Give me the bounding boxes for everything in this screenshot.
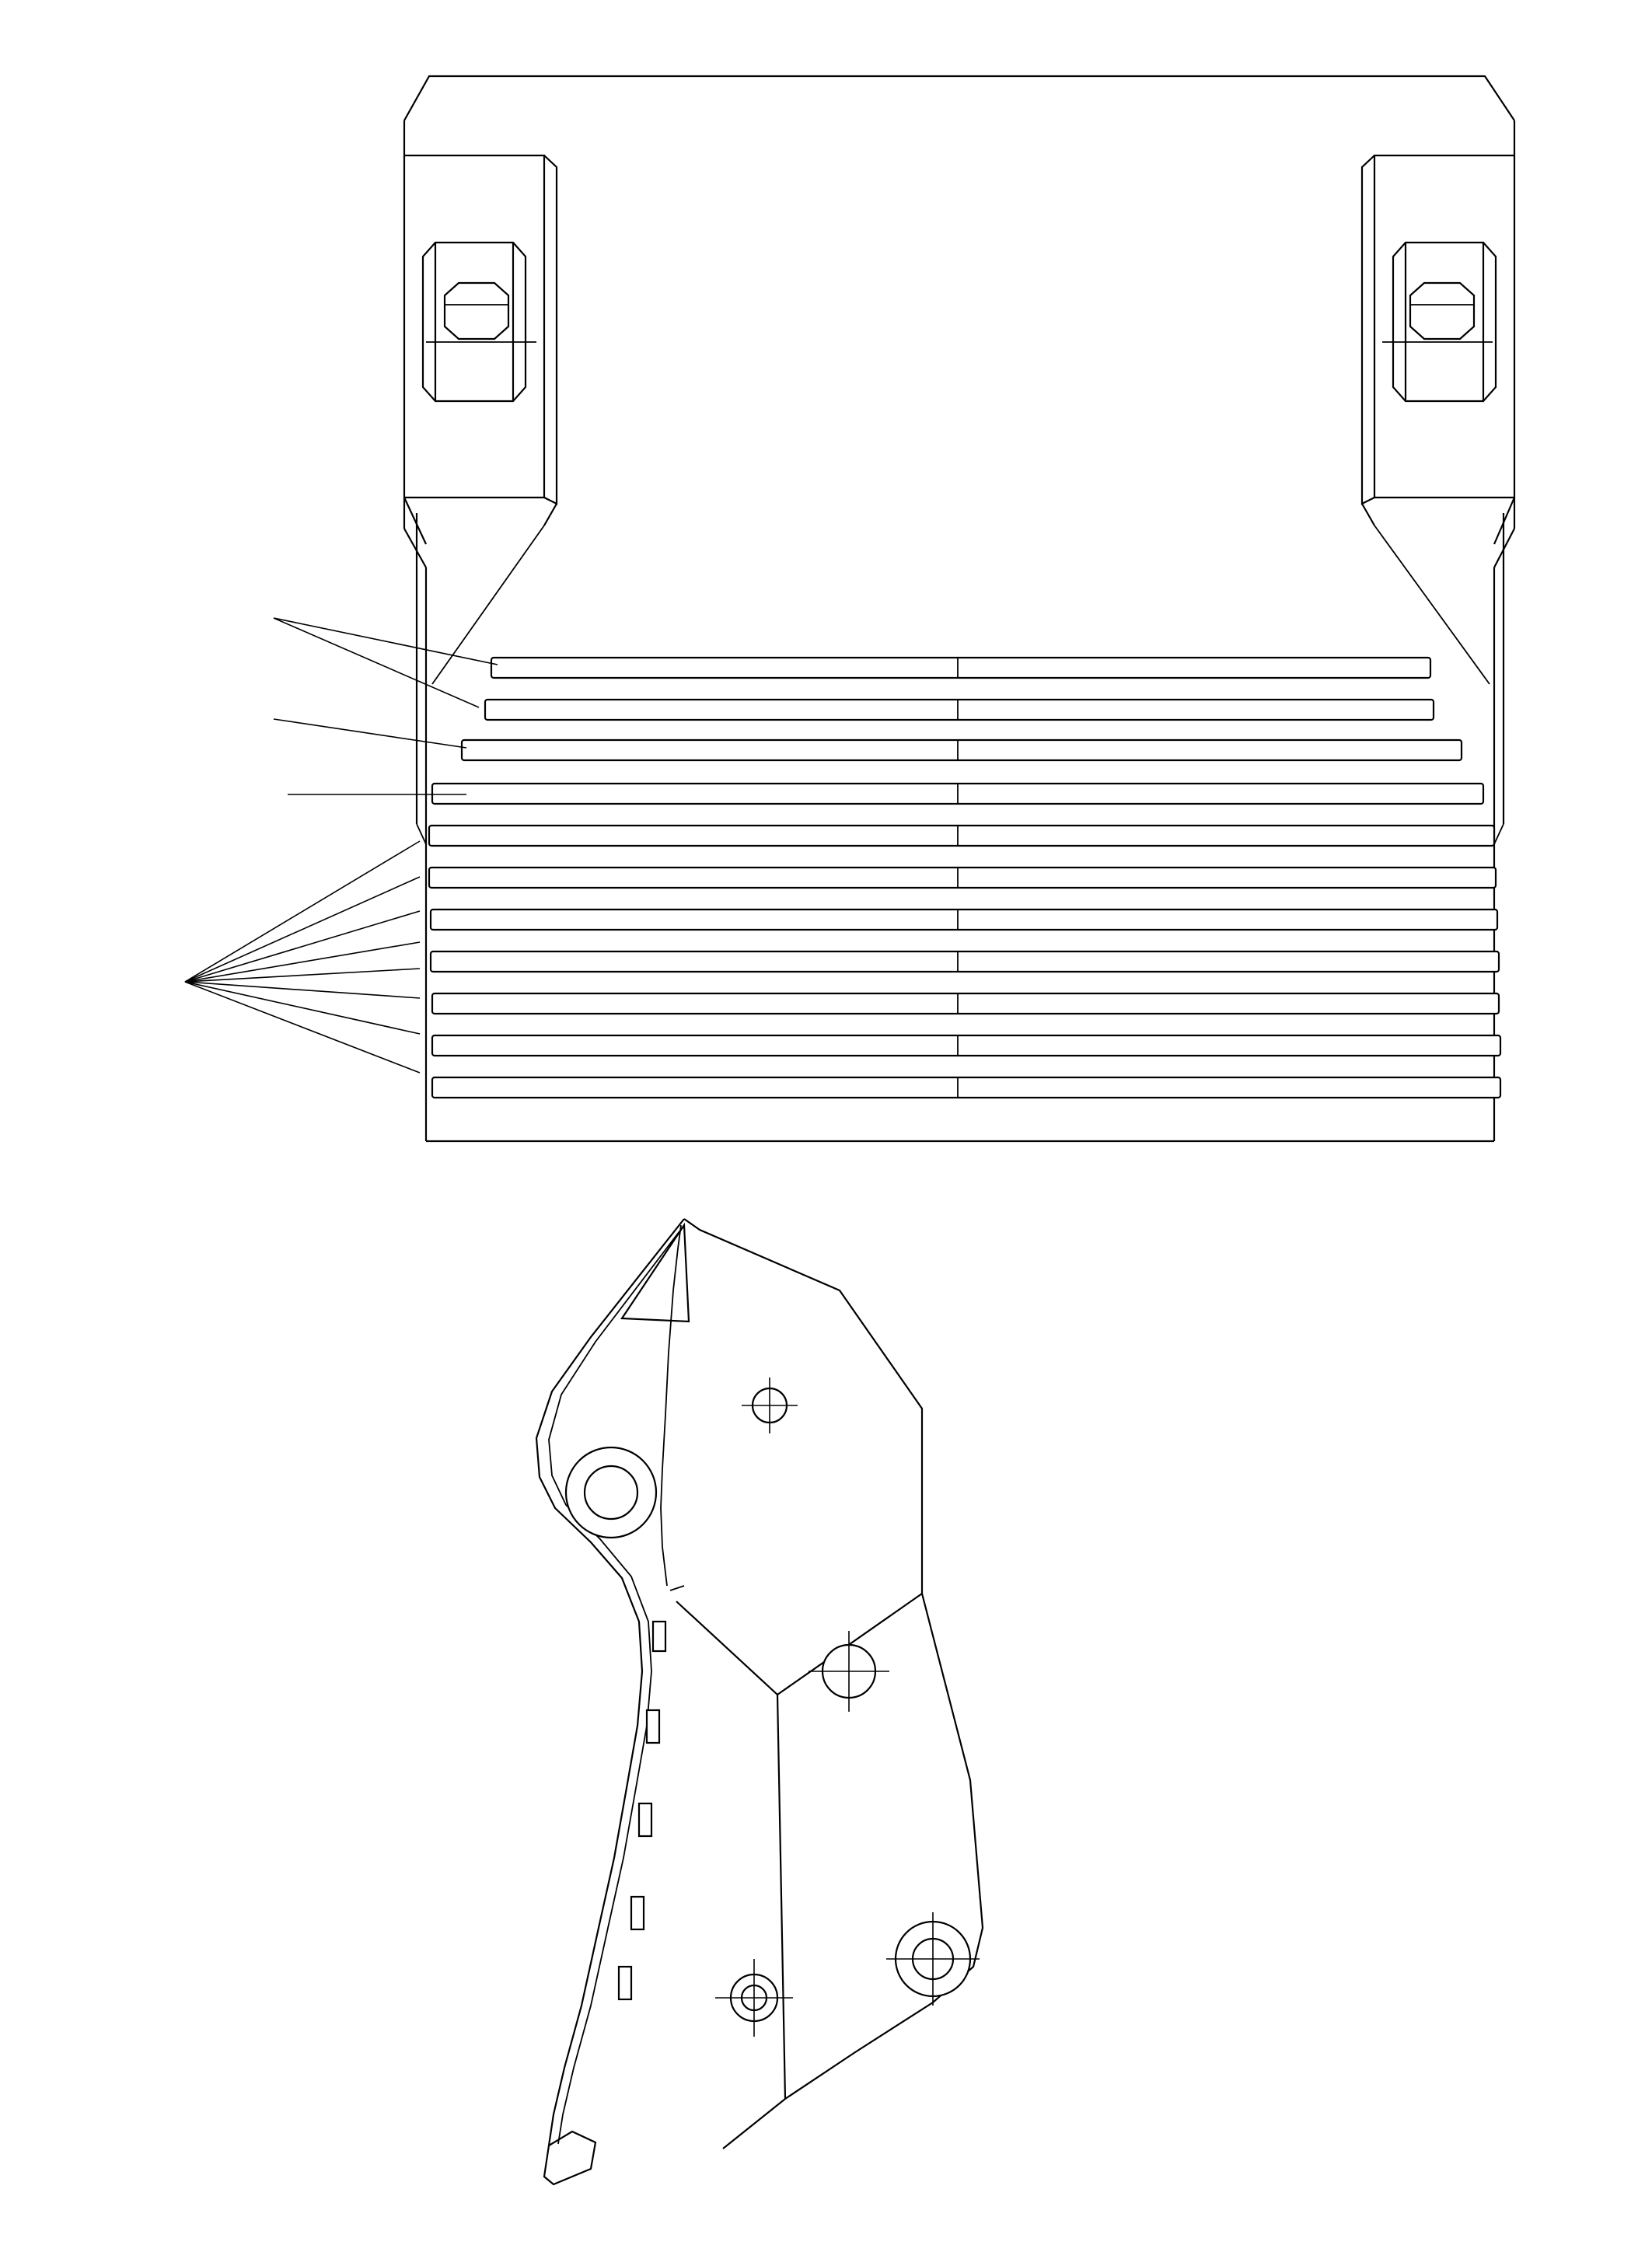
fin-slot (431, 910, 1497, 930)
fin-slot (491, 658, 1430, 678)
bracket-outer-profile (536, 1219, 983, 2184)
top-view (185, 76, 1514, 1141)
fin-slot (432, 784, 1483, 804)
fin-slot (432, 1035, 1500, 1056)
right-bracket-tab (1362, 155, 1514, 544)
leader-group-upper (274, 618, 498, 707)
leader-group-mid (274, 719, 466, 748)
bracket-facet-lines (670, 1586, 922, 2099)
center-mark-lower-left (715, 1959, 793, 2037)
fin-slot (431, 951, 1499, 972)
fin-stack (429, 658, 1500, 1098)
fin-slot (462, 740, 1462, 760)
leader-group-lower-fan (185, 841, 420, 1073)
side-view (536, 1219, 983, 2184)
fin-slot (429, 826, 1494, 846)
hole-lower-right (886, 1912, 980, 2006)
large-bore-upper (566, 1447, 656, 1538)
fin-slot (485, 700, 1434, 720)
center-mark-middle (809, 1631, 889, 1712)
bracket-inner-edge (549, 1225, 689, 2144)
fin-slot (429, 868, 1496, 888)
body-outline (404, 76, 1514, 1141)
fin-slot (432, 993, 1499, 1014)
center-mark-upper (742, 1377, 798, 1433)
left-bracket-tab (404, 155, 557, 544)
fin-slot (432, 1077, 1500, 1098)
